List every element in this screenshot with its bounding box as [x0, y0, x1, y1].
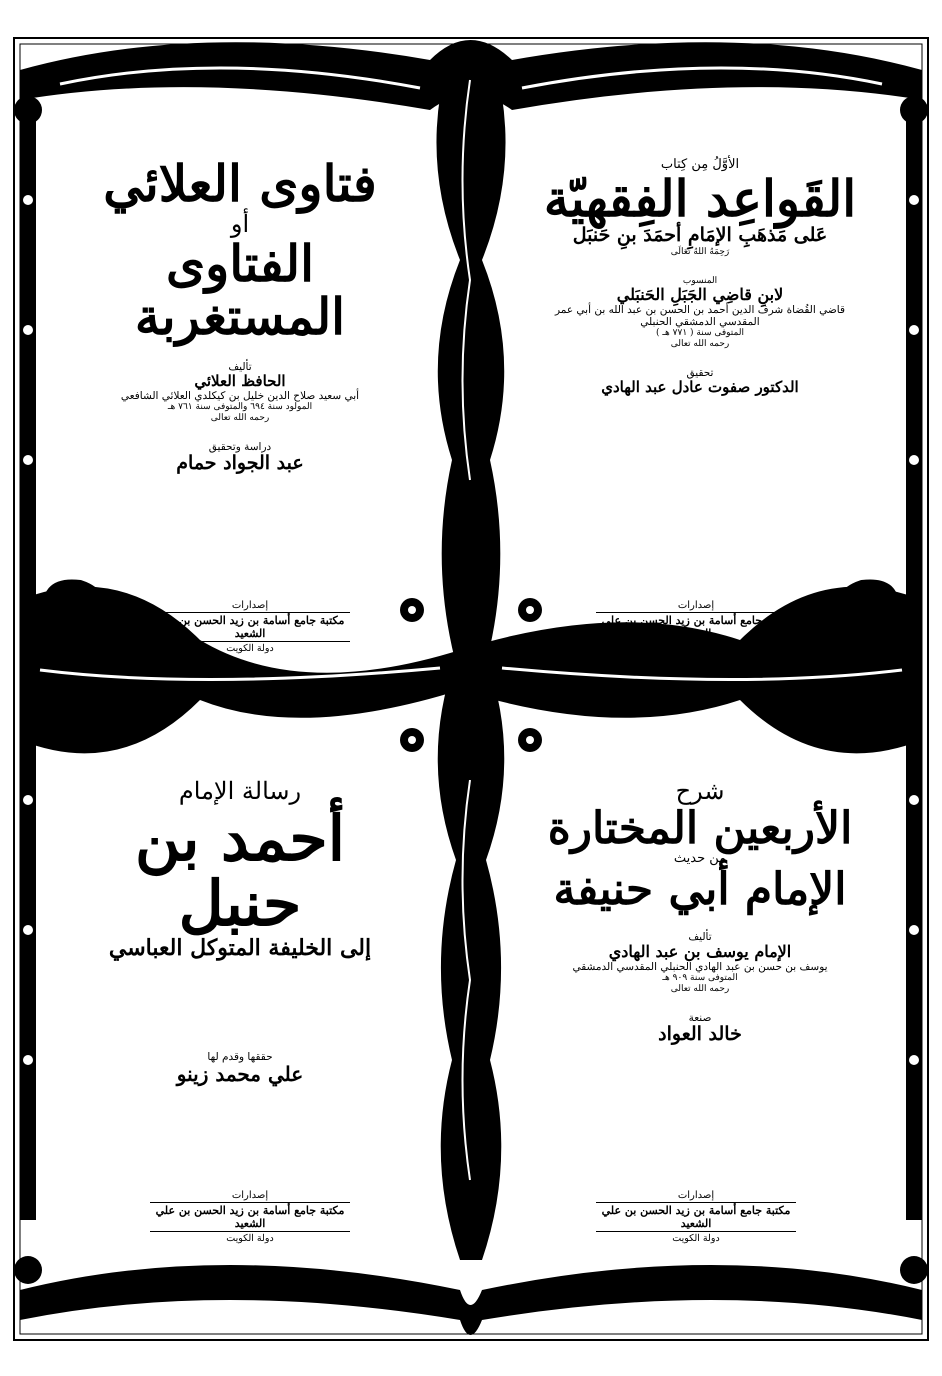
blessing: رحمه الله تعالى	[210, 412, 270, 423]
publisher-line-2: مكتبة جامع أسامة بن زيد الحسن بن علي الشعيد	[596, 1202, 796, 1232]
publisher-line-2: مكتبة جامع أسامة بن زيد الحسن بن علي الشعيد	[596, 612, 796, 642]
book-title-1: فتاوى العلائي	[103, 154, 377, 213]
editor-role: حققها وقدم لها	[207, 1051, 273, 1064]
publisher-line-1: إصدارات	[677, 1190, 715, 1201]
publisher-bottom-left	[150, 1190, 350, 1244]
blessing: رحمه الله تعالى	[670, 983, 730, 994]
publisher-line-3: دولة الكويت	[226, 643, 274, 654]
author-full: أبي سعيد صلاح الدين خليل بن كيكلدي العلائي الشافعي	[120, 390, 360, 403]
editor-role: تحقيق	[686, 367, 714, 380]
publisher-line-3: دولة الكويت	[226, 1233, 274, 1244]
author-role: تأليف	[688, 930, 712, 943]
kicker: رسالة الإمام	[178, 777, 302, 805]
publisher-line-2: مكتبة جامع أسامة بن زيد الحسن بن علي الشعيد	[150, 1202, 350, 1232]
kicker: الأوَّلُ مِن كِتاب	[660, 157, 740, 172]
panel-bottom-left	[70, 778, 410, 1086]
author-full: يوسف بن حسن بن عبد الهادي الحنبلي المقدسي الدمشقي	[572, 961, 828, 974]
author-full-2: المقدسي الدمشقي الحنبلي	[640, 316, 760, 329]
publisher-line-3: دولة الكويت	[672, 1233, 720, 1244]
author-name: الحافظ العلائي	[194, 372, 286, 391]
blessing-2: رحمه الله تعالى	[670, 338, 730, 349]
publisher-bottom-right	[596, 1190, 796, 1244]
publisher-line-1: إصدارات	[677, 600, 715, 611]
book-subtitle: عَلى مَذهَبِ الإمَامِ أحمَدَ بنِ حَنبَل	[572, 224, 828, 247]
publisher-line-3: دولة الكويت	[672, 643, 720, 654]
author-full-1: قاضي القُضاة شرف الدين أحمد بن الحسن بن عبد الله بن أبي عمر	[554, 304, 846, 317]
publisher-line-2: مكتبة جامع أسامة بن زيد الحسن بن علي الشعيد	[150, 612, 350, 642]
panel-top-left	[70, 154, 410, 475]
panel-top-right	[530, 158, 870, 396]
editor-name: عبد الجواد حمام	[176, 452, 304, 475]
kicker: شرح	[675, 777, 725, 805]
editor-name: خالد العواد	[658, 1023, 742, 1046]
book-title-2: الفتاوى المستغربة	[134, 234, 346, 346]
title-connector: أو	[230, 209, 250, 238]
book-title-2: الإمام أبي حنيفة	[553, 863, 847, 915]
publisher-top-right	[596, 600, 796, 654]
book-subtitle: إلى الخليفة المتوكل العباسي	[108, 934, 372, 961]
blessing: رَحِمَهُ اللهُ تَعَالَى	[670, 247, 730, 258]
author-name: الإمام يوسف بن عبد الهادي	[608, 941, 792, 961]
editor-name: الدكتور صفوت عادل عبد الهادي	[601, 378, 799, 397]
publisher-top-left	[150, 600, 350, 654]
editor-role: صنعة	[688, 1012, 712, 1025]
author-dates: المولود سنة ٦٩٤ والمتوفى سنة ٧٦١ هـ	[167, 402, 313, 413]
editor-name: علي محمد زينو	[176, 1062, 304, 1087]
editor-role: دراسة وتحقيق	[208, 441, 272, 454]
author-role: تأليف	[228, 361, 252, 374]
book-title: القَواعِد الفِقهيّة	[543, 168, 857, 228]
publisher-line-1: إصدارات	[231, 600, 269, 611]
book-title: أحمد بن حنبل	[135, 801, 345, 940]
death-date: المتوفى سنة ٩٠٩ هـ	[662, 973, 738, 984]
author-name: لابنِ قاضِي الجَبَلِ الحَنبَلي	[616, 284, 784, 304]
book-title-1: الأربعين المختارة	[547, 802, 853, 854]
publisher-line-1: إصدارات	[231, 1190, 269, 1201]
title-connector: من حديث	[673, 850, 727, 866]
panel-bottom-right	[530, 778, 870, 1046]
death-date: المتوفى سنة ( ٧٧١ هـ )	[656, 328, 744, 339]
author-role: المنسوب	[682, 275, 718, 286]
